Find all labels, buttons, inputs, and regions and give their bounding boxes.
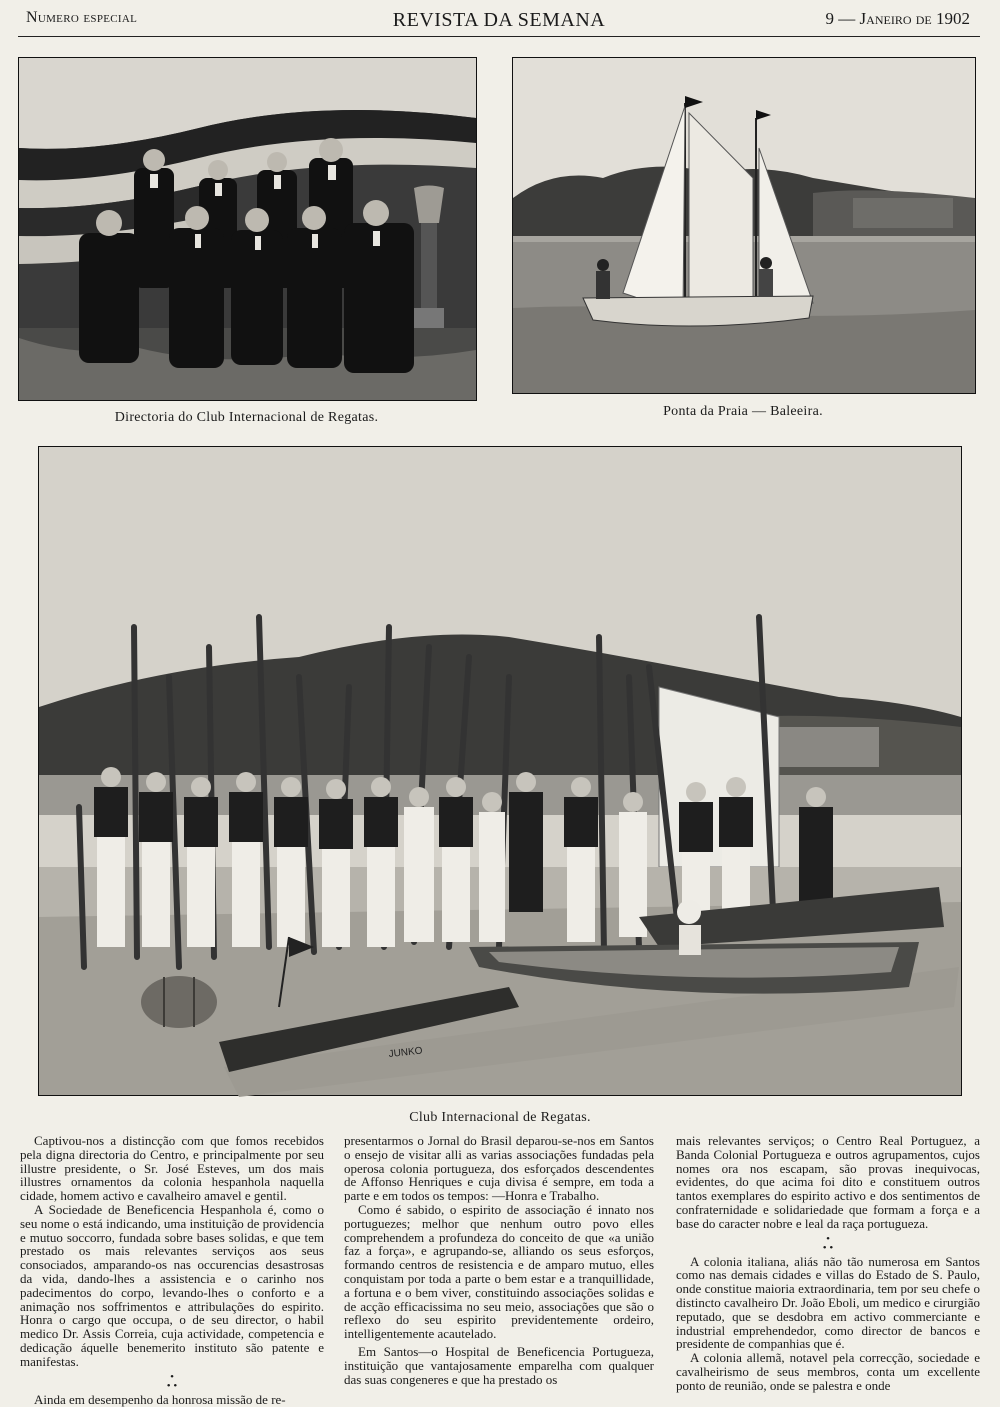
column3-paragraph-3: A colonia allemã, notavel pela correcção, sociedade e cavalheirismo de seus membros, conta um excellente ponto de reunião, onde se palestra e onde — [676, 1350, 980, 1393]
column1-paragraph-1: Captivou-nos a distincção com que fomos recebidos pela digna directoria do Centro, e principalmente por seu illustre presidente, o Sr. José Esteves, um dos mais illustres ornamentos da colonia hespanhola naquella cidade, homem activo e cavalheiro amavel e gentil. — [20, 1133, 324, 1204]
caption-sailboat: Ponta da Praia — Baleeira. — [663, 404, 823, 419]
column2-paragraph-1: presentarmos o Jornal do Brasil deparou-se-nos em Santos o ensejo de visitar alli as varias associações fundadas pela operosa colonia portugueza, dos esforçados descendentes de Affonso Henriques e cuja divisa é sempre, em toda a parte e em todos os tempos: —Honra e Trabalho. — [344, 1133, 654, 1204]
text-column-2 — [344, 1133, 654, 1387]
column2-paragraph-2: Como é sabido, o espirito de associação é innato nos portuguezes; melhor que nenhum outro povo elles comprehendem a profundeza do conceito de que «a união faz a força», e agrupando-se, alliando os seus esforços, formando centros de resistencia e de amparo mutuo, elles conquistam por toda a parte o bem estar e a tranquillidade, a fortuna e o bem viver, constituindo associações solidas e de acção efficacissima no seu meio, associações que são o reflexo do seu espirito previdentemente ordeiro, intelligentemente acautelado. — [344, 1201, 654, 1342]
group-portrait-image — [19, 58, 476, 400]
text-column-1 — [20, 1133, 324, 1407]
sailboat-image — [513, 58, 975, 393]
text-column-3 — [676, 1133, 980, 1393]
regatta-crew-image — [39, 447, 961, 1095]
photo-regatta-club — [38, 446, 962, 1096]
column1-paragraph-2: A Sociedade de Beneficencia Hespanhola é, como o seu nome o está indicando, uma instituição de providencia e mutuo soccorro, fundada sobre bases solidas, e que tem prestado os mais relevantes serviços aos seus consociados, amparando-os nas occurencias desastrosas da vida, dando-lhes a assistencia e o carinho nos padecimentos do corpo, levando-lhes o conforto e a animação nos soffrimentos e attribulações do espirito. Honra o cargo que occupa, o de seu director, o habil medico Dr. Assis Correia, cuja actividade, competencia e dedicação áquelle benemerito instituto são patente e manifestas. — [20, 1201, 324, 1369]
photo-sailboat — [512, 57, 976, 394]
caption-club-directors: Directoria do Club Internacional de Regatas. — [114, 410, 379, 425]
asterism-separator: • • • — [822, 1232, 834, 1254]
column3-paragraph-1: mais relevantes serviços; o Centro Real Portuguez, a Banda Colonial Portugueza e outros agrupamentos, cujos nomes ora nos escapam, são provas inequivocas, evidentes, do que acima foi dito e constituem outros tantos exemplares do espirito activo e dos sentimentos de confraternidade e solidariedade que formam a força e a base do caracter nobre e leal da raça portugueza. — [676, 1133, 980, 1231]
header-date: 9 — Janeiro de 1902 — [825, 9, 970, 28]
caption-regatta-club: Club Internacional de Regatas. — [409, 1110, 591, 1125]
column3-paragraph-2: A colonia italiana, aliás não tão numerosa em Santos como nas demais cidades e villas do Estado de S. Paulo, onde constitue maioria extraordinaria, tem por seu chefe o distincto cavalheiro Dr. João Eboli, um medico e cirurgião reputado, que se desdobra em activo commerciante e industrial emprehendedor, como director de bancos e presidente de companhias que é. — [676, 1253, 980, 1352]
header-magazine-title: REVISTA DA SEMANA — [392, 9, 606, 31]
header-issue-label: Numero especial — [26, 9, 138, 26]
column1-paragraph-3: Ainda em desempenho da honrosa missão de re- — [34, 1391, 286, 1407]
asterism-separator: • • • — [166, 1370, 178, 1392]
column2-paragraph-3: Em Santos—o Hospital de Beneficencia Portugueza, instituição que vantajosamente emparelha com qualquer das suas congeneres e que ha prestado os — [344, 1343, 654, 1387]
boat-name-label: JUNKO — [388, 1045, 424, 1060]
photo-club-directors — [18, 57, 477, 401]
page-header — [18, 6, 980, 37]
